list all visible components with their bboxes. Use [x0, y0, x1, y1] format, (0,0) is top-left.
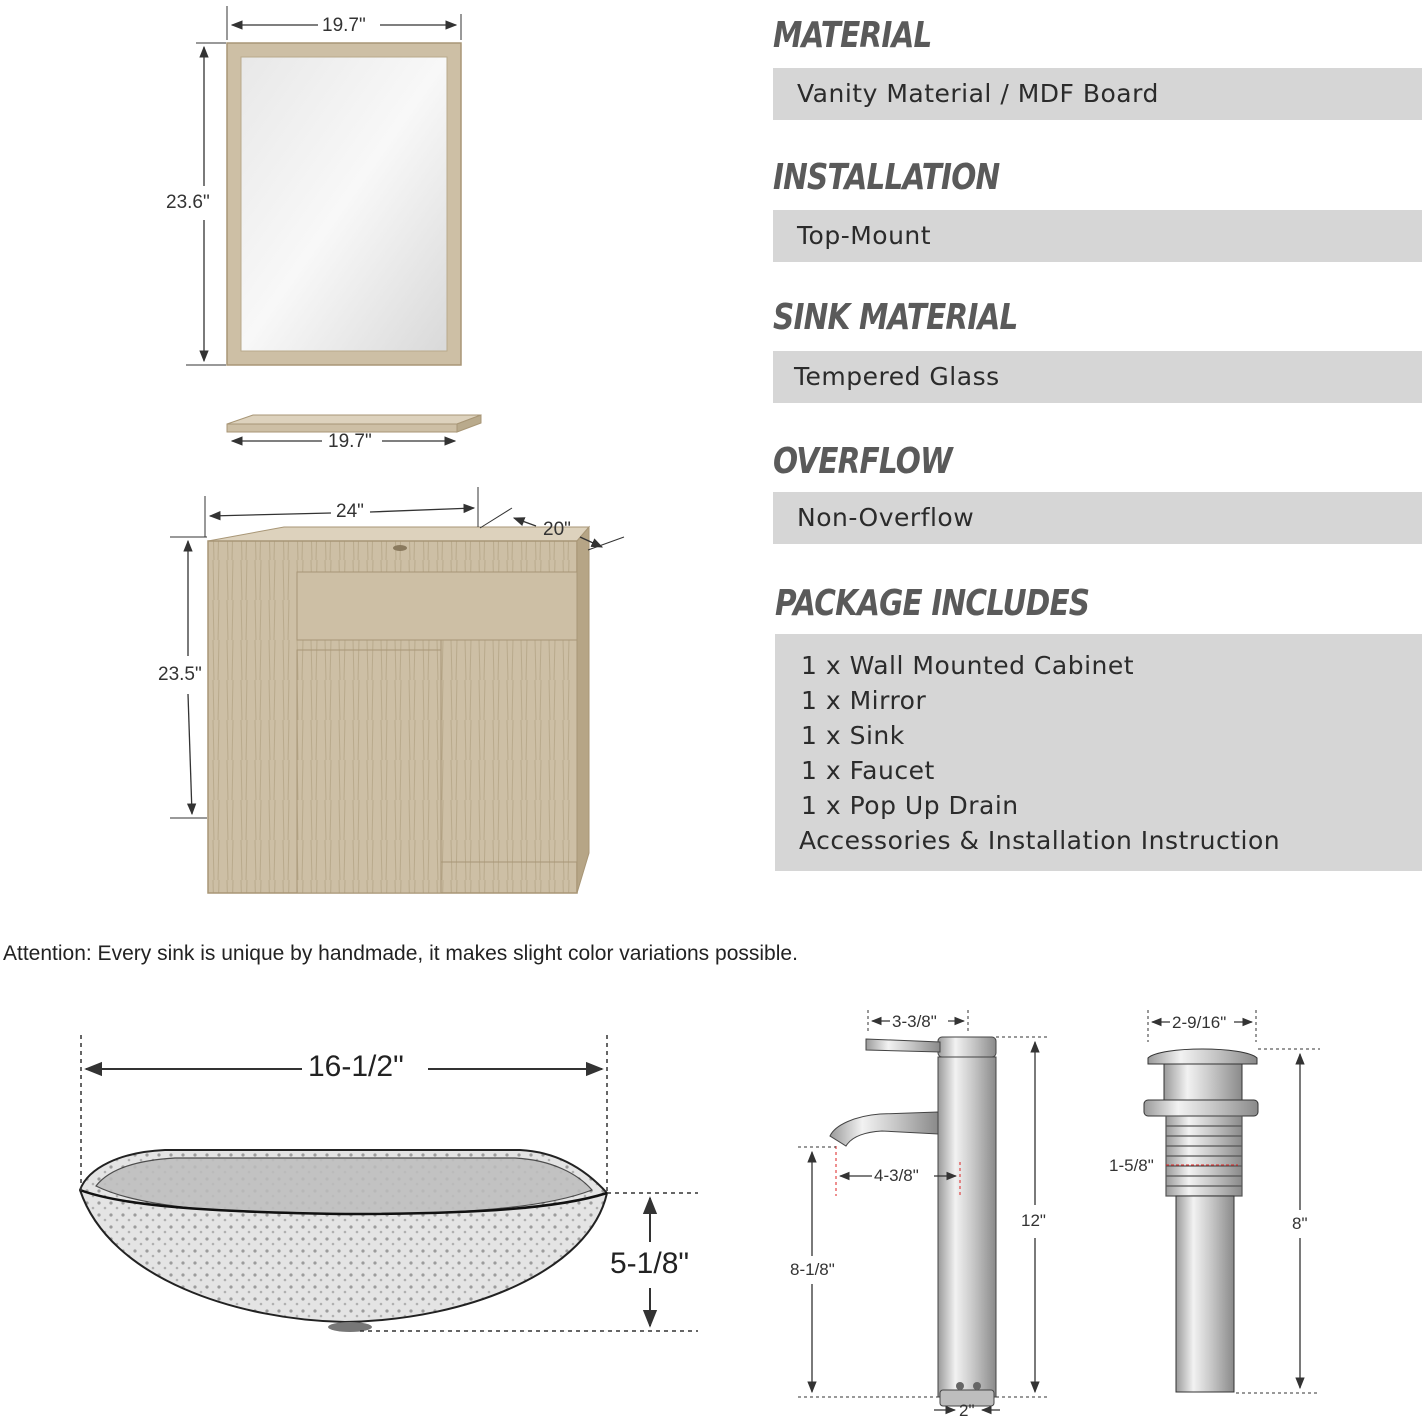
sink-width-label: 16-1/2" — [308, 1050, 404, 1083]
faucet-spout-reach-label: 4-3/8" — [874, 1166, 919, 1185]
cabinet-illustration — [170, 487, 624, 893]
package-item: 1 x Mirror — [801, 686, 927, 715]
package-item: 1 x Faucet — [801, 756, 935, 785]
cabinet-height-label: 23.5" — [158, 664, 202, 685]
shelf-width-label: 19.7" — [328, 431, 372, 452]
mirror-illustration — [186, 6, 461, 365]
package-item: Accessories & Installation Instruction — [799, 826, 1281, 855]
sink-height-label: 5-1/8" — [610, 1247, 690, 1280]
spec-value-material: Vanity Material / MDF Board — [773, 68, 1422, 120]
mirror-width-label: 19.7" — [322, 15, 366, 36]
spec-value-installation: Top-Mount — [773, 210, 1422, 262]
faucet-spout-height-label: 8-1/8" — [790, 1260, 835, 1279]
spec-heading-sink-material: SINK MATERIAL — [773, 297, 1018, 338]
package-item: 1 x Sink — [801, 721, 905, 750]
package-item: 1 x Pop Up Drain — [801, 791, 1019, 820]
package-item: 1 x Wall Mounted Cabinet — [801, 651, 1135, 680]
faucet-height-label: 12" — [1021, 1211, 1046, 1230]
package-heading: PACKAGE INCLUDES — [775, 583, 1090, 624]
spec-heading-overflow: OVERFLOW — [773, 441, 952, 482]
attention-note: Attention: Every sink is unique by handmade, it makes slight color variations possible. — [3, 942, 798, 965]
drain-top-label: 2-9/16" — [1172, 1013, 1227, 1032]
drain-illustration — [1144, 1010, 1320, 1393]
drain-body-label: 1-5/8" — [1109, 1156, 1154, 1175]
spec-value-overflow: Non-Overflow — [773, 492, 1422, 544]
spec-value-sink-material: Tempered Glass — [773, 351, 1422, 403]
package-list — [775, 634, 1422, 871]
cabinet-width-label: 24" — [336, 501, 364, 522]
drain-height-label: 8" — [1292, 1214, 1308, 1233]
mirror-height-label: 23.6" — [166, 192, 210, 213]
cabinet-depth-label: 20" — [543, 519, 571, 540]
faucet-base-label: 2" — [959, 1401, 975, 1420]
spec-heading-material: MATERIAL — [773, 15, 932, 56]
faucet-illustration — [798, 1010, 1050, 1410]
faucet-handle-label: 3-3/8" — [892, 1012, 937, 1031]
spec-heading-installation: INSTALLATION — [773, 157, 1000, 198]
